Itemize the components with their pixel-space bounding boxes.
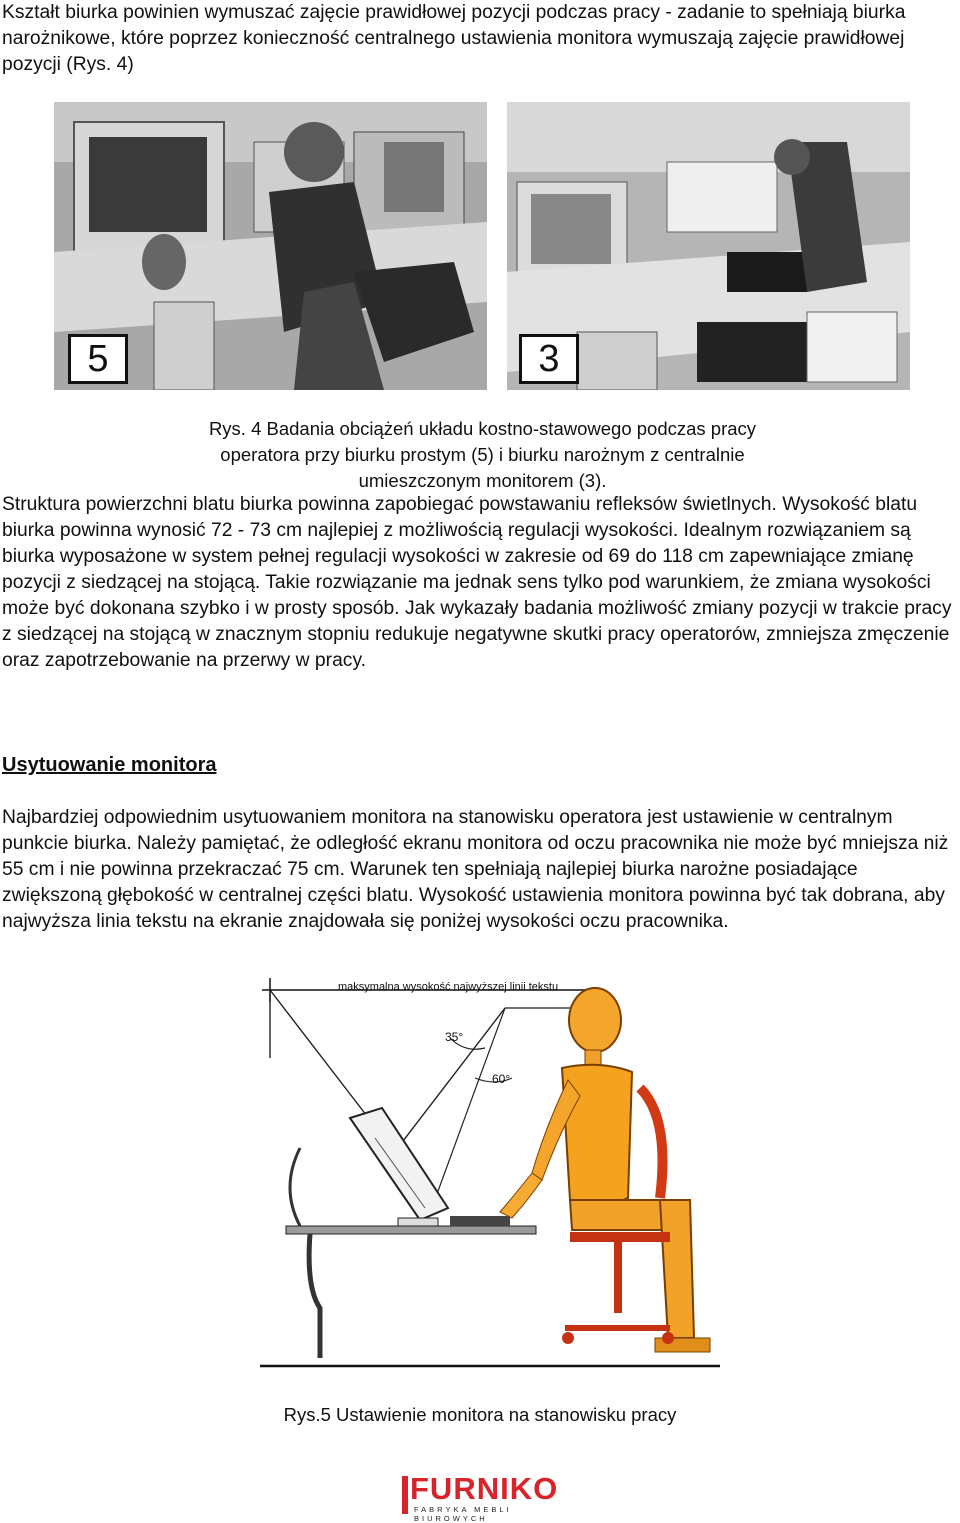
angle-60-label: 60° xyxy=(492,1072,511,1086)
logo-tagline: FABRYKA MEBLI BIUROWYCH xyxy=(414,1505,512,1523)
figure5-caption: Rys.5 Ustawienie monitora na stanowisku pracy xyxy=(283,1404,677,1425)
ergonomic-illustration xyxy=(250,968,730,1378)
angle-35-label: 35° xyxy=(445,1030,464,1044)
max-line-label: maksymalna wysokość najwyższej linii tekstu xyxy=(338,981,559,993)
photo-straight-desk xyxy=(54,102,487,390)
monitor-paragraph: Najbardziej odpowiednim usytuowaniem monitora na stanowisku operatora jest ustawienie w centralnym punkcie biurka. Należy pamiętać, że odległość ekranu monitora od oczu pracownika nie może być mniejsza niż 55 cm i nie powinna przekraczać 75 cm. Warunek ten spełniają najlepiej biurka narożne posiadające zwiększoną głębokość w centralnej części blatu. Wysokość ustawienia monitora powinna być tak dobrana, aby najwyższa linia tekstu na ekranie znajdowała się poniżej wysokości oczu pracownika. xyxy=(2,807,949,932)
logo-wordmark: FURNIKO xyxy=(410,1471,559,1506)
figure-label-3: 3 xyxy=(519,334,579,384)
photo-corner-desk xyxy=(507,102,910,390)
figure-label-5: 5 xyxy=(68,334,128,384)
intro-paragraph: Kształt biurka powinien wymuszać zajęcie prawidłowej pozycji podczas pracy - zadanie to spełniają biurka narożnikowe, które poprzez konieczność centralnego ustawienia monitora wymuszają zajęcie prawidłowej pozycji (Rys. 4) xyxy=(2,2,906,75)
section-heading: Usytuowanie monitora xyxy=(2,754,217,776)
surface-paragraph: Struktura powierzchni blatu biurka powinna zapobiegać powstawaniu refleksów świetlnych. Wysokość blatu biurka powinna wynosić 72 - 73 cm najlepiej z możliwością regulacji wysokości. Idealnym rozwiązaniem są biurka wyposażone w system pełnej regulacji wysokości w zakresie od 69 do 118 cm zapewniające zmianę pozycji z siedzącej na stojącą. Takie rozwiązanie ma jednak sens tylko pod warunkiem, że zmiana wysokości może być dokonana szybko i w prosty sposób. Jak wykazały badania możliwość zmiany pozycji w trakcie pracy z siedzącej na stojącą w znacznym stopniu redukuje negatywne skutki pracy operatorów, zmniejsza zmęczenie oraz zapotrzebowanie na przerwy w pracy. xyxy=(2,494,952,671)
furniko-logo xyxy=(402,1471,572,1523)
figure4-caption: Rys. 4 Badania obciążeń układu kostno-stawowego podczas pracy operatora przy biurku prostym (5) i biurku narożnym z centralnie umieszczonym monitorem (3). xyxy=(208,418,757,491)
